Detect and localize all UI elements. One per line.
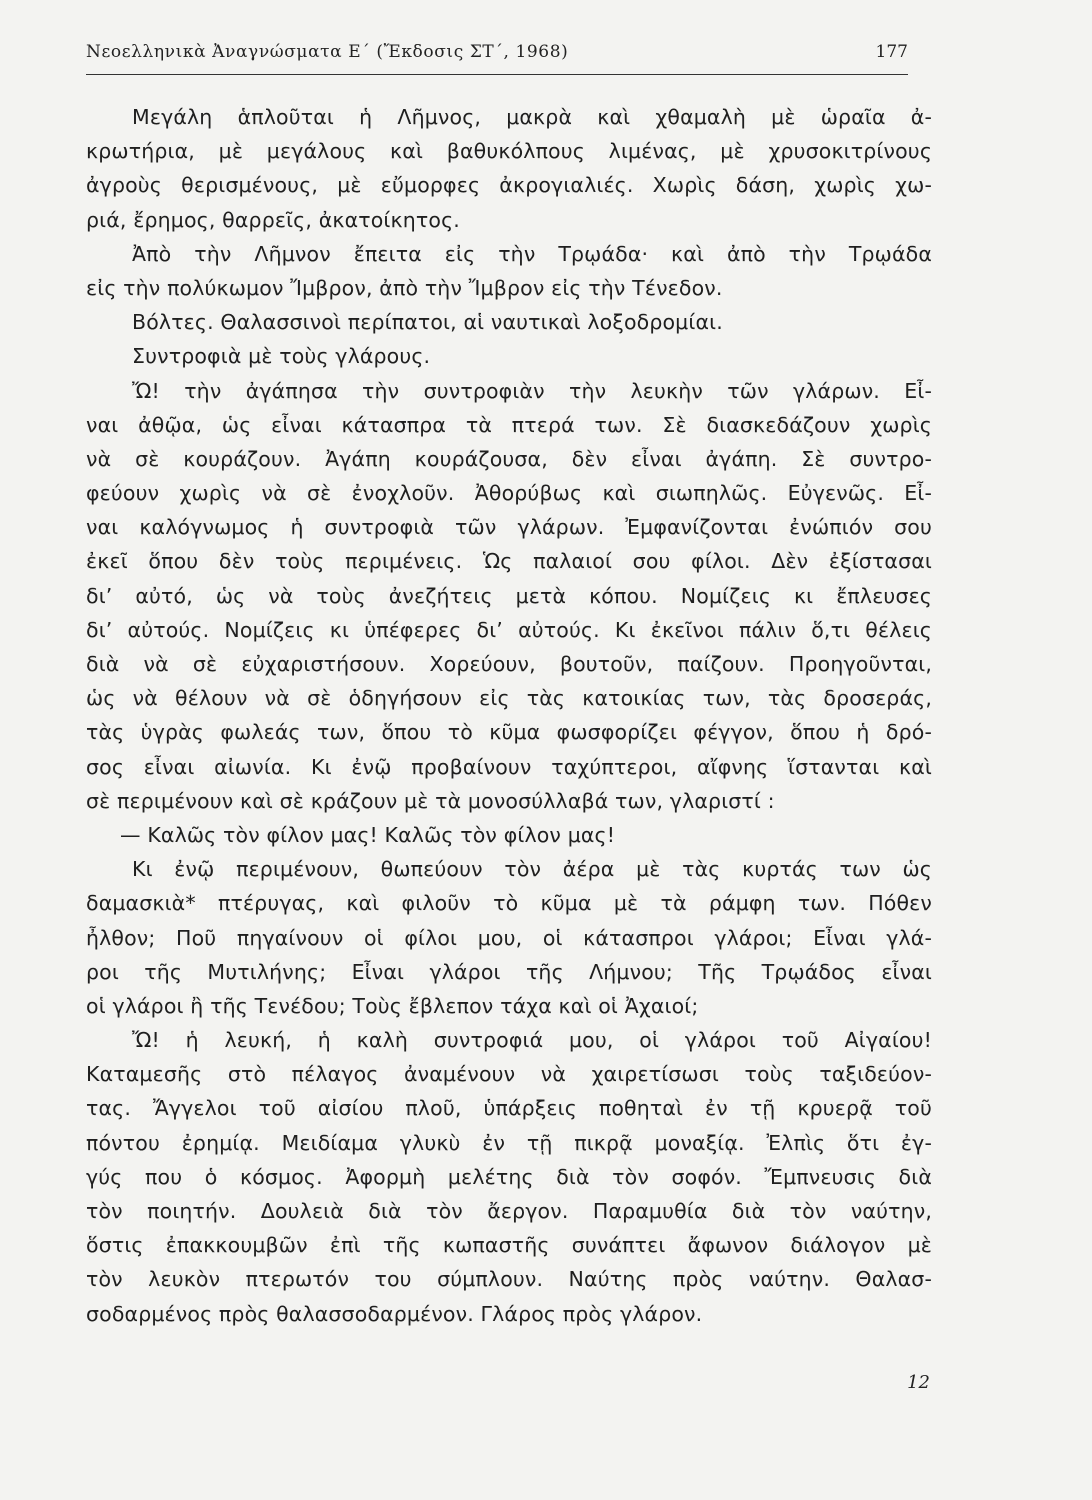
- text-line: Κι ἐνῷ περιμένουν, θωπεύουν τὸν ἀέρα μὲ τὰς κυρτάς των ὡς: [132, 857, 932, 882]
- text-line: τὰς ὑγρὰς φωλεάς των, ὅπου τὸ κῦμα φωσφορίζει φέγγον, ὅπου ἡ δρό-: [86, 720, 932, 745]
- running-title: Νεοελληνικὰ Ἀναγνώσματα Ε΄ (Ἔκδοσις ΣΤ΄, 1968): [86, 42, 569, 62]
- text-line: φεύουν χωρὶς νὰ σὲ ἐνοχλοῦν. Ἀθορύβως καὶ σιωπηλῶς. Εὐγενῶς. Εἶ-: [86, 481, 932, 506]
- text-line: ναι καλόγνωμος ἡ συντροφιὰ τῶν γλάρων. Ἐμφανίζονται ἐνώπιόν σου: [86, 515, 932, 540]
- text-line: κρωτήρια, μὲ μεγάλους καὶ βαθυκόλπους λιμένας, μὲ χρυσοκιτρίνους: [86, 139, 932, 164]
- text-line: Μεγάλη ἁπλοῦται ἡ Λῆμνος, μακρὰ καὶ χθαμαλὴ μὲ ὡραῖα ἀ-: [132, 105, 932, 129]
- text-line: — Καλῶς τὸν φίλον μας! Καλῶς τὸν φίλον μας!: [120, 822, 616, 847]
- text-line: τὸν λευκὸν πτερωτόν του σύμπλουν. Ναύτης πρὸς ναύτην. Θαλασ-: [86, 1267, 932, 1292]
- text-line: ὅστις ἐπακκουμβῶν ἐπὶ τῆς κωπαστῆς συνάπτει ἄφωνον διάλογον μὲ: [86, 1233, 932, 1258]
- text-line: δι’ αὐτούς. Νομίζεις κι ὑπέφερες δι’ αὐτούς. Κι ἐκεῖνοι πάλιν ὅ,τι θέλεις: [86, 617, 932, 642]
- text-line: σος εἶναι αἰωνία. Κι ἐνῷ προβαίνουν ταχύπτεροι, αἴφνης ἵστανται καὶ: [86, 754, 932, 779]
- text-line: Καταμεσῆς στὸ πέλαγος ἀναμένουν νὰ χαιρετίσωσι τοὺς ταξιδεύον-: [86, 1062, 932, 1087]
- text-line: τας. Ἄγγελοι τοῦ αἰσίου πλοῦ, ὑπάρξεις ποθηταὶ ἐν τῇ κρυερᾷ τοῦ: [86, 1096, 932, 1121]
- text-line: πόντου ἐρημίᾳ. Μειδίαμα γλυκὺ ἐν τῇ πικρᾷ μοναξίᾳ. Ἐλπὶς ὅτι ἐγ-: [86, 1130, 932, 1155]
- text-line: εἰς τὴν πολύκωμον Ἴμβρον, ἀπὸ τὴν Ἴμβρον εἰς τὴν Τένεδον.: [86, 275, 723, 300]
- text-line: δαμασκιὰ* πτέρυγας, καὶ φιλοῦν τὸ κῦμα μὲ τὰ ράμφη των. Πόθεν: [86, 891, 932, 916]
- text-line: σὲ περιμένουν καὶ σὲ κράζουν μὲ τὰ μονοσύλλαβά των, γλαριστί :: [86, 788, 775, 813]
- text-line: Ὤ! ἡ λευκή, ἡ καλὴ συντροφιά μου, οἱ γλάροι τοῦ Αἰγαίου!: [132, 1028, 932, 1053]
- text-line: δι’ αὐτό, ὡς νὰ τοὺς ἀνεζήτεις μετὰ κόπου. Νομίζεις κι ἔπλευσες: [86, 583, 932, 608]
- text-line: Ὤ! τὴν ἀγάπησα τὴν συντροφιὰν τὴν λευκὴν τῶν γλάρων. Εἶ-: [132, 378, 932, 403]
- running-header: [86, 40, 908, 75]
- text-line: ροι τῆς Μυτιλήνης; Εἶναι γλάροι τῆς Λήμνου; Τῆς Τρῳάδος εἶναι: [86, 959, 932, 984]
- text-line: ἦλθον; Ποῦ πηγαίνουν οἱ φίλοι μου, οἱ κάτασπροι γλάροι; Εἶναι γλά-: [86, 925, 932, 950]
- signature-number: 12: [907, 1372, 930, 1393]
- text-line: ἀγροὺς θερισμένους, μὲ εὔμορφες ἀκρογιαλιές. Χωρὶς δάση, χωρὶς χω-: [86, 173, 932, 198]
- text-line: γύς που ὁ κόσμος. Ἀφορμὴ μελέτης διὰ τὸν σοφόν. Ἔμπνευσις διὰ: [86, 1164, 932, 1189]
- text-line: ἐκεῖ ὅπου δὲν τοὺς περιμένεις. Ὡς παλαιοί σου φίλοι. Δὲν ἐξίστασαι: [86, 549, 932, 574]
- body-text: [86, 100, 932, 1331]
- text-line: ὡς νὰ θέλουν νὰ σὲ ὁδηγήσουν εἰς τὰς κατοικίας των, τὰς δροσεράς,: [86, 686, 932, 711]
- text-line: οἱ γλάροι ἢ τῆς Τενέδου; Τοὺς ἔβλεπον τάχα καὶ οἱ Ἀχαιοί;: [86, 993, 699, 1018]
- text-line: διὰ νὰ σὲ εὐχαριστήσουν. Χορεύουν, βουτοῦν, παίζουν. Προηγοῦνται,: [86, 652, 932, 676]
- text-line: Βόλτες. Θαλασσινοὶ περίπατοι, αἱ ναυτικαὶ λοξοδρομίαι.: [132, 310, 723, 335]
- text-line: νὰ σὲ κουράζουν. Ἀγάπη κουράζουσα, δὲν εἶναι ἀγάπη. Σὲ συντρο-: [86, 446, 932, 471]
- text-line: Ἀπὸ τὴν Λῆμνον ἔπειτα εἰς τὴν Τρῳάδα· καὶ ἀπὸ τὴν Τρῳάδα: [132, 241, 932, 266]
- text-line: ριά, ἔρημος, θαρρεῖς, ἀκατοίκητος.: [86, 207, 460, 232]
- text-line: Συντροφιὰ μὲ τοὺς γλάρους.: [132, 344, 431, 369]
- text-line: ναι ἀθῷα, ὡς εἶναι κάτασπρα τὰ πτερά των. Σὲ διασκεδάζουν χωρὶς: [86, 412, 932, 437]
- text-line: σοδαρμένος πρὸς θαλασσοδαρμένον. Γλάρος πρὸς γλάρον.: [86, 1301, 703, 1326]
- text-line: τὸν ποιητήν. Δουλειὰ διὰ τὸν ἄεργον. Παραμυθία διὰ τὸν ναύτην,: [86, 1199, 932, 1223]
- page-number: 177: [875, 42, 908, 62]
